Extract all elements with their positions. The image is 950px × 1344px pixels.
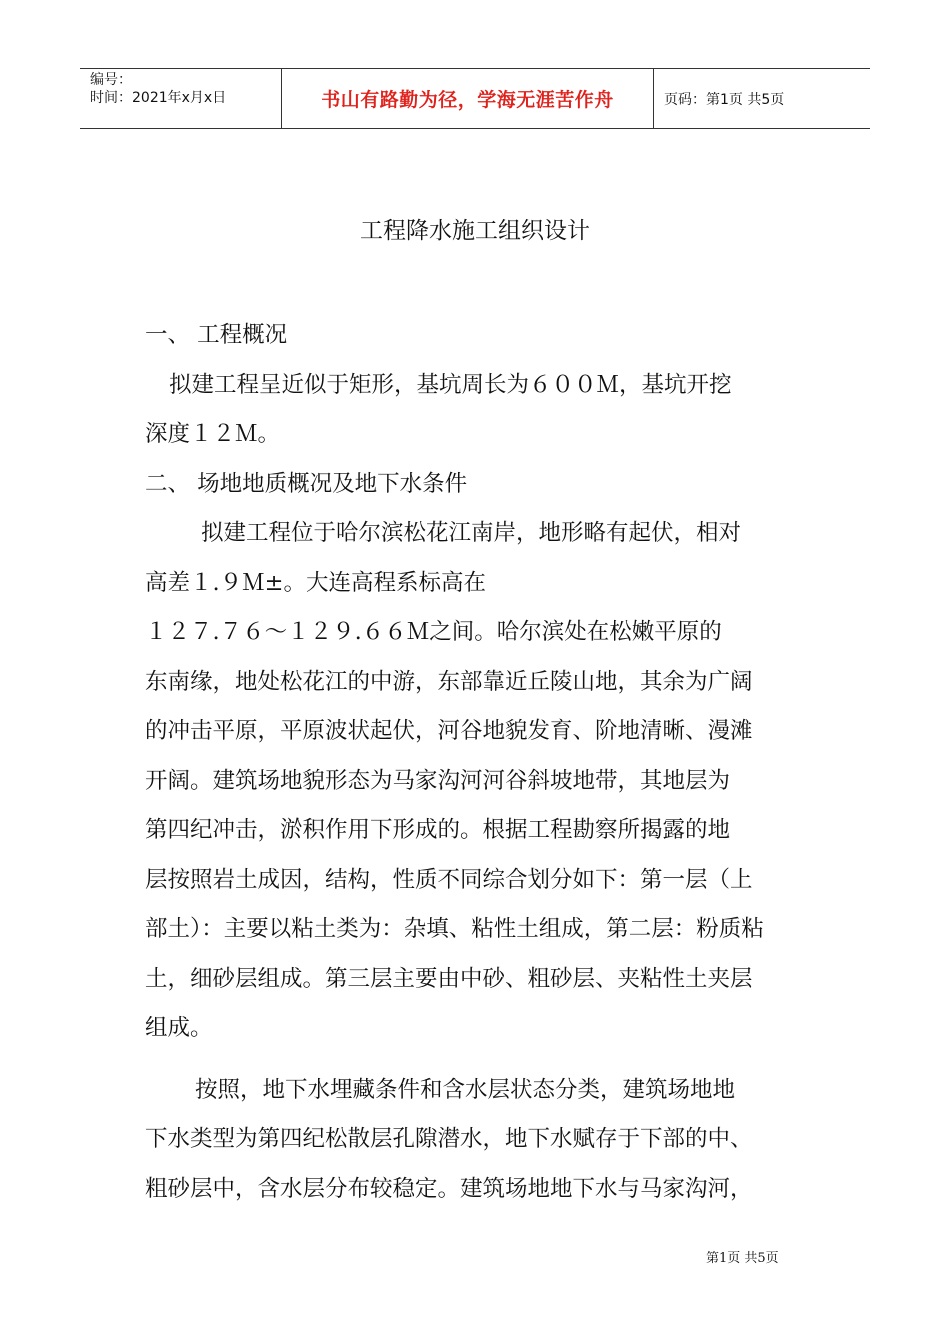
page-footer: 第1页 共5页 <box>706 1251 779 1266</box>
document-title: 工程降水施工组织设计 <box>360 218 590 244</box>
text-line: 部土）：主要以粘土类为：杂填、粘性土组成，第二层：粉质粘 <box>145 916 764 942</box>
section2-paragraph-groundwater-body <box>145 1115 815 1214</box>
section1-heading: 一、 工程概况 <box>145 322 288 348</box>
document-number-label: 编号： <box>90 72 132 88</box>
text-line: 组成。 <box>145 1015 213 1041</box>
section2-paragraph-groundwater <box>145 1066 815 1116</box>
text-line: 土，细砂层组成。第三层主要由中砂、粗砂层、夹粘性土夹层 <box>145 965 753 992</box>
section1-paragraph-continued: 深度１２Ｍ。 <box>145 421 281 447</box>
text-line: 拟建工程呈近似于矩形，基坑周长为６００Ｍ，基坑开挖 <box>169 371 732 398</box>
text-line: 东南缘，地处松花江的中游，东部靠近丘陵山地，其余为广阔 <box>145 668 753 695</box>
text-line: １２７.７６～１２９.６６Ｍ之间。哈尔滨处在松嫩平原的 <box>145 619 722 645</box>
section1-paragraph <box>145 361 815 411</box>
header-motto: 书山有路勤为径，学海无涯苦作舟 <box>281 69 654 128</box>
document-body <box>145 311 815 1214</box>
section2-heading: 二、 场地地质概况及地下水条件 <box>145 470 468 497</box>
text-line: 拟建工程位于哈尔滨松花江南岸，地形略有起伏，相对 <box>201 520 742 546</box>
page-header <box>80 68 870 129</box>
text-line: 按照，地下水埋藏条件和含水层状态分类，建筑场地地 <box>195 1076 736 1103</box>
section2-paragraph <box>145 509 815 559</box>
header-page-info: 页码：第1页 共5页 <box>664 91 785 108</box>
text-line: 开阔。建筑场地貌形态为马家沟河河谷斜坡地带，其地层为 <box>145 767 731 794</box>
text-line: 下水类型为第四纪松散层孔隙潜水，地下水赋存于下部的中、 <box>145 1126 753 1152</box>
document-date: 时间：2021年x月x日 <box>90 90 227 106</box>
text-line: 高差１.９Ｍ±。大连高程系标高在 <box>145 569 487 596</box>
section2-paragraph-body <box>145 559 815 1054</box>
text-line: 的冲击平原，平原波状起伏，河谷地貌发育、阶地清晰、漫滩 <box>145 718 753 744</box>
text-line: 层按照岩土成因，结构，性质不同综合划分如下：第一层（上 <box>145 866 753 893</box>
text-line: 粗砂层中，含水层分布较稳定。建筑场地地下水与马家沟河， <box>145 1175 753 1202</box>
text-line: 第四纪冲击，淤积作用下形成的。根据工程勘察所揭露的地 <box>145 817 731 843</box>
header-meta <box>80 69 281 128</box>
